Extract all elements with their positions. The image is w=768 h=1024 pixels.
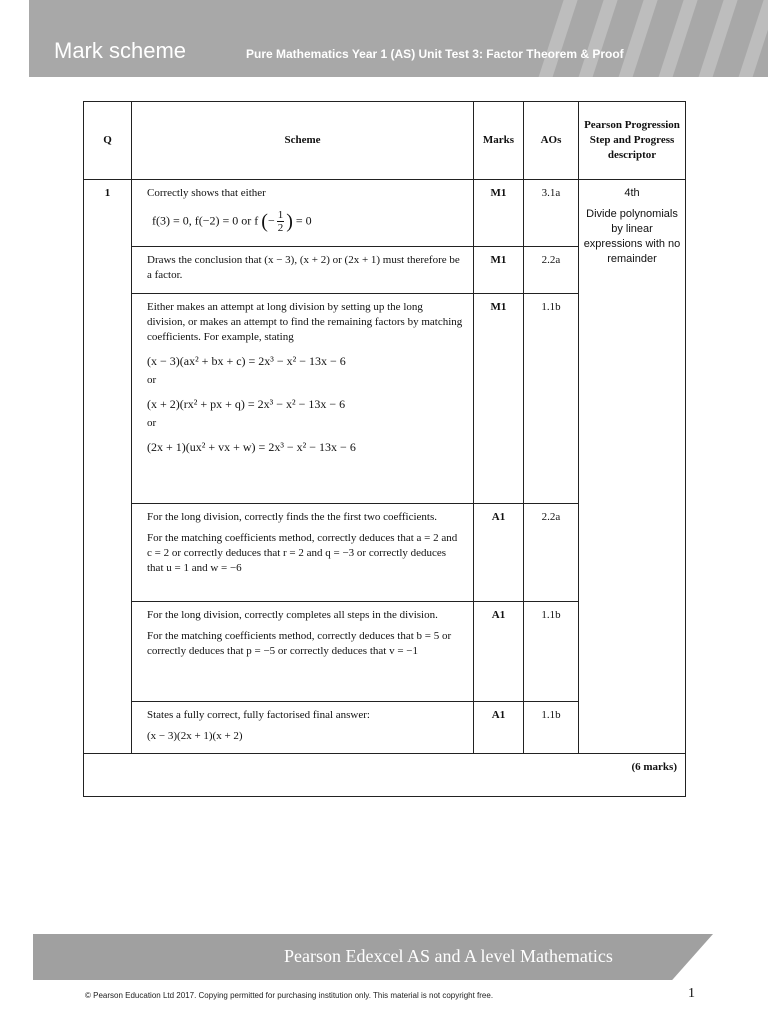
row-mark: M1 bbox=[474, 294, 524, 504]
row-mark: A1 bbox=[474, 702, 524, 754]
row-ao: 1.1b bbox=[524, 294, 579, 504]
header-aos: AOs bbox=[524, 102, 579, 180]
row-text: For the matching coefficients method, correctly deduces that b = 5 or correctly deduces that p = −5 or correctly deduces that v = −1 bbox=[147, 630, 452, 657]
total-row bbox=[84, 754, 686, 797]
header-scheme: Scheme bbox=[132, 102, 474, 180]
equation: (x − 3)(ax² + bx + c) = 2x³ − x² − 13x − 6 bbox=[147, 354, 346, 368]
header-descriptor: Pearson Progression Step and Progress descriptor bbox=[579, 102, 686, 180]
row-text: States a fully correct, fully factorised final answer: bbox=[147, 709, 370, 721]
fraction: $\frac{1}{2}$ bbox=[277, 209, 284, 234]
question-number: 1 bbox=[84, 180, 132, 754]
row-mark: M1 bbox=[474, 180, 524, 247]
row-text: Either makes an attempt at long division by setting up the long division, or makes an attempt to find the remaining factors by matching coefficients. For example, stating bbox=[147, 301, 463, 343]
footer-title: Pearson Edexcel AS and A level Mathematics bbox=[284, 946, 613, 966]
row-ao: 1.1b bbox=[524, 602, 579, 702]
row-text: For the matching coefficients method, correctly deduces that a = 2 and c = 2 or correctly deduces that r = 2 and q = −3 or correctly deduces that u = 1 and w = −6 bbox=[147, 532, 458, 574]
equation: (2x + 1)(ux² + vx + w) = 2x³ − x² − 13x − 6 bbox=[147, 440, 356, 454]
row-mark: A1 bbox=[474, 602, 524, 702]
table-row bbox=[84, 180, 686, 247]
row-mark: M1 bbox=[474, 247, 524, 294]
page-number: 1 bbox=[688, 986, 695, 1001]
row-text: For the long division, correctly finds the the first two coefficients. bbox=[147, 511, 438, 523]
or-text: or bbox=[147, 417, 157, 429]
row-math: f(3) = 0, f(−2) = 0 or f (− $\frac{1}{2}$ ) = 0 bbox=[152, 209, 312, 234]
row-mark: A1 bbox=[474, 504, 524, 602]
mark-scheme-table bbox=[83, 101, 686, 797]
header-marks: Marks bbox=[474, 102, 524, 180]
row-ao: 2.2a bbox=[524, 247, 579, 294]
page-title: Mark scheme bbox=[54, 38, 187, 63]
descriptor-cell bbox=[579, 180, 686, 754]
row-text: For the long division, correctly completes all steps in the division. bbox=[147, 609, 438, 621]
final-answer: (x − 3)(2x + 1)(x + 2) bbox=[147, 730, 243, 742]
page-subtitle: Pure Mathematics Year 1 (AS) Unit Test 3: Factor Theorem & Proof bbox=[246, 47, 624, 61]
table-header-row bbox=[84, 102, 686, 180]
progression-step: 4th bbox=[624, 187, 640, 199]
progress-descriptor: Divide polynomials by linear expressions with no remainder bbox=[583, 208, 681, 265]
copyright-text: © Pearson Education Ltd 2017. Copying permitted for purchasing institution only. This material is not copyright free. bbox=[85, 991, 494, 1000]
total-marks: (6 marks) bbox=[84, 754, 686, 797]
row-ao: 1.1b bbox=[524, 702, 579, 754]
equation: (x + 2)(rx² + px + q) = 2x³ − x² − 13x − 6 bbox=[147, 397, 346, 411]
or-text: or bbox=[147, 374, 157, 386]
row-ao: 2.2a bbox=[524, 504, 579, 602]
row-text: Draws the conclusion that (x − 3), (x + 2) or (2x + 1) must therefore be a factor. bbox=[147, 254, 460, 281]
header-q: Q bbox=[84, 102, 132, 180]
row-ao: 3.1a bbox=[524, 180, 579, 247]
row-text: Correctly shows that either bbox=[147, 187, 266, 199]
